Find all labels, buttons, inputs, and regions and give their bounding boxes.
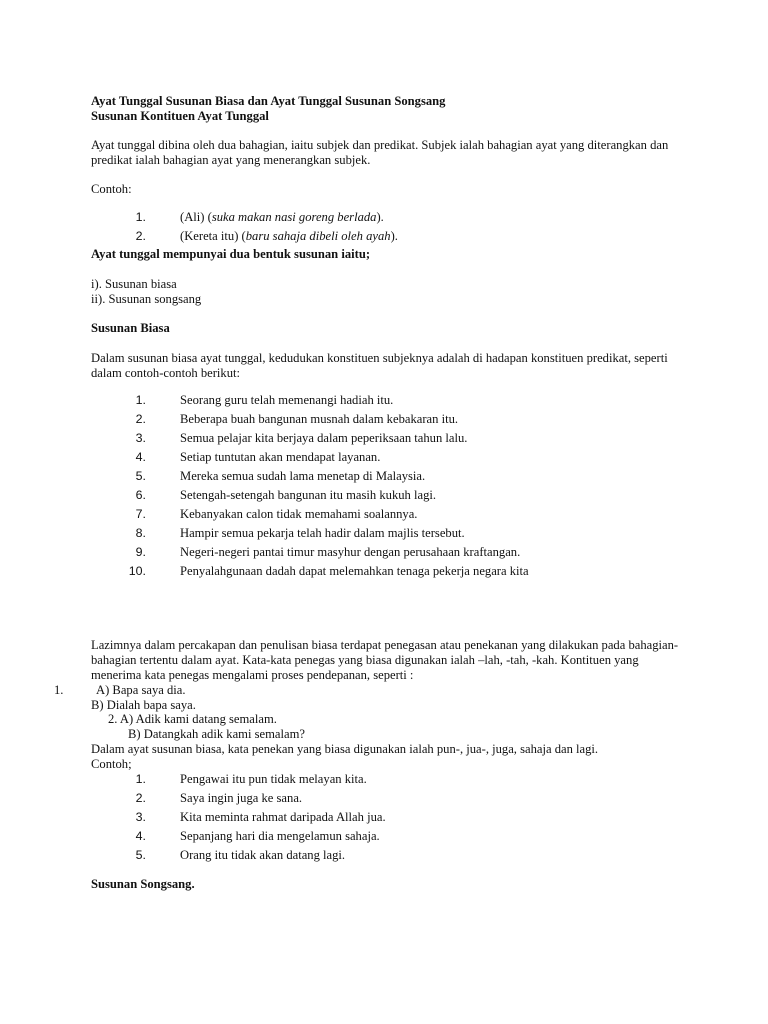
list-number: 1. (135, 393, 146, 407)
contoh-label: Contoh: (91, 182, 132, 196)
penekan-paragraph: Dalam ayat susunan biasa, kata penekan yang biasa digunakan ialah pun-, jua-, juga, sahaja dan lagi. (91, 742, 599, 756)
list-number: 10. (128, 564, 146, 578)
list-item: Setiap tuntutan akan mendapat layanan. (180, 450, 381, 464)
list-item: Mereka semua sudah lama menetap di Malaysia. (180, 469, 426, 483)
document-title: Ayat Tunggal Susunan Biasa dan Ayat Tunggal Susunan Songsang (91, 94, 446, 108)
list-item: Kita meminta rahmat daripada Allah jua. (180, 810, 386, 824)
list-item: Penyalahgunaan dadah dapat melemahkan tenaga pekerja negara kita (180, 564, 529, 578)
lazim-paragraph-line-2: bahagian tertentu dalam ayat. Kata-kata penegas yang biasa digunakan ialah –lah, -tah, -kah. Kontituen yang (91, 653, 639, 667)
bentuk-item: i). Susunan biasa (91, 277, 177, 291)
bentuk-heading: Ayat tunggal mempunyai dua bentuk susunan iaitu; (91, 247, 371, 261)
list-item: Kebanyakan calon tidak memahami soalannya. (180, 507, 418, 521)
list-number: 1. (135, 210, 146, 224)
list-item: Semua pelajar kita berjaya dalam peperiksaan tahun lalu. (180, 431, 468, 445)
example-2b: B) Datangkah adik kami semalam? (128, 727, 305, 741)
list-number: 9. (135, 545, 146, 559)
bentuk-item: ii). Susunan songsang (91, 292, 202, 306)
list-item: Sepanjang hari dia mengelamun sahaja. (180, 829, 380, 843)
example-number: 1. (54, 683, 64, 697)
list-number: 5. (135, 469, 146, 483)
list-item: Pengawai itu pun tidak melayan kita. (180, 772, 367, 786)
lazim-paragraph-line-1: Lazimnya dalam percakapan dan penulisan biasa terdapat penegasan atau penekanan yang dilakukan pada bahagian- (91, 638, 679, 652)
list-number: 3. (135, 431, 146, 445)
section-heading-susunan-biasa: Susunan Biasa (91, 321, 170, 335)
list-number: 2. (135, 412, 146, 426)
intro-paragraph-line-2: predikat ialah bahagian ayat yang menerangkan subjek. (91, 153, 371, 167)
list-item: Negeri-negeri pantai timur masyhur dengan perusahaan kraftangan. (180, 545, 521, 559)
list-item: Setengah-setengah bangunan itu masih kukuh lagi. (180, 488, 437, 502)
section-heading-susunan-songsang: Susunan Songsang. (91, 877, 195, 891)
list-number: 7. (135, 507, 146, 521)
list-number: 4. (135, 829, 146, 843)
lazim-paragraph-line-3: menerima kata penegas mengalami proses pendepanan, seperti : (91, 668, 414, 682)
list-item: Hampir semua pekarja telah hadir dalam majlis tersebut. (180, 526, 465, 540)
biasa-paragraph-line-2: dalam contoh-contoh berikut: (91, 366, 240, 380)
example-2a: 2. A) Adik kami datang semalam. (108, 712, 277, 726)
list-number: 6. (135, 488, 146, 502)
example-1a: A) Bapa saya dia. (96, 683, 186, 697)
list-number: 3. (135, 810, 146, 824)
list-item: Saya ingin juga ke sana. (180, 791, 303, 805)
list-item: Seorang guru telah memenangi hadiah itu. (180, 393, 394, 407)
list-item: (Kereta itu) (baru sahaja dibeli oleh ayah). (180, 229, 398, 243)
example-1b: B) Dialah bapa saya. (91, 698, 196, 712)
list-item: Orang itu tidak akan datang lagi. (180, 848, 346, 862)
list-item: (Ali) (suka makan nasi goreng berlada). (180, 210, 384, 224)
list-item: Beberapa buah bangunan musnah dalam kebakaran itu. (180, 412, 459, 426)
document-subtitle: Susunan Kontituen Ayat Tunggal (91, 109, 269, 123)
list-number: 1. (135, 772, 146, 786)
list-number: 2. (135, 229, 146, 243)
list-number: 5. (135, 848, 146, 862)
list-number: 2. (135, 791, 146, 805)
intro-paragraph-line-1: Ayat tunggal dibina oleh dua bahagian, iaitu subjek dan predikat. Subjek ialah bahagian ayat yang diterangkan dan (91, 138, 669, 152)
list-number: 8. (135, 526, 146, 540)
biasa-paragraph-line-1: Dalam susunan biasa ayat tunggal, kedudukan konstituen subjeknya adalah di hadapan konstituen predikat, seperti (91, 351, 668, 365)
list-number: 4. (135, 450, 146, 464)
contoh2-label: Contoh; (91, 757, 132, 771)
